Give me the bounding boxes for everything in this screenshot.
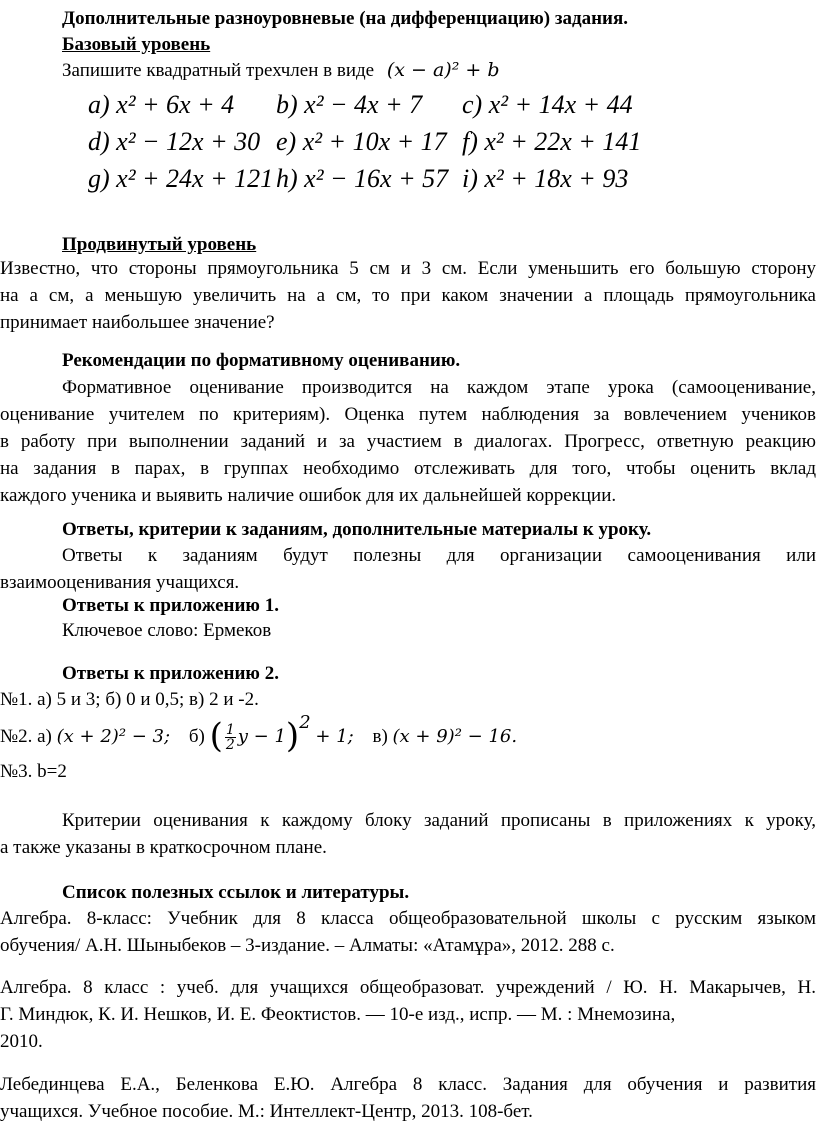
answers-paragraph <box>0 542 816 596</box>
basic-task-formula: (x − a)² + b <box>386 59 500 81</box>
paragraph-line: Известно, что стороны прямоугольника 5 см и 3 см. Если уменьшить его большую сторону <box>0 258 816 279</box>
paragraph-line: в работу при выполнении заданий и за участием в диалогах. Прогресс, ответную реакцию <box>0 431 816 452</box>
trinomial-item: b) x² − 4x + 7 <box>276 90 423 119</box>
trinomial-item: g) x² + 24x + 121 <box>88 164 274 193</box>
paragraph-line: Лебединцева Е.А., Беленкова Е.Ю. Алгебра 8 класс. Задания для обучения и развития <box>0 1074 816 1095</box>
trinomial-item: f) x² + 22x + 141 <box>462 127 642 156</box>
paragraph-line: Алгебра. 8 класс : учеб. для учащихся общеобразоват. учреждений / Ю. Н. Макарычев, Н. <box>0 977 816 998</box>
basic-level-heading: Базовый уровень <box>62 34 211 55</box>
paragraph-line: 2010. <box>0 1031 43 1052</box>
answer-n2-b-label: б) <box>188 726 205 747</box>
advanced-task-paragraph <box>0 255 816 336</box>
paragraph-line: каждого ученика и выявить наличие ошибок для их дальнейшей коррекции. <box>0 485 617 506</box>
paragraph-line: взаимооценивания учащихся. <box>0 572 240 593</box>
trinomial-item: i) x² + 18x + 93 <box>462 164 629 193</box>
trinomial-item: c) x² + 14x + 44 <box>462 90 633 119</box>
basic-task-label: Запишите квадратный трехчлен в виде <box>62 60 375 81</box>
answers-heading: Ответы, критерии к заданиям, дополнительные материалы к уроку. <box>62 519 652 540</box>
answer-n3: №3. b=2 <box>0 761 67 782</box>
appendix1-text: Ключевое слово: Ермеков <box>62 620 272 641</box>
basic-task-text <box>62 57 500 84</box>
answer-n2-prefix: №2. а) <box>0 726 52 747</box>
references-heading: Список полезных ссылок и литературы. <box>62 882 410 903</box>
paragraph-line: Г. Миндюк, К. И. Нешков, И. Е. Феоктистов. — 10-е изд., испр. — М. : Мнемозина, <box>0 1004 676 1025</box>
answer-n2-b-inner: y − 1 <box>237 726 286 747</box>
exponent: 2 <box>299 712 311 733</box>
paragraph-line: на a см, а меньшую увеличить на a см, то при каком значении a площадь прямоугольника <box>0 285 816 306</box>
answer-n2 <box>0 714 517 758</box>
trinomial-item: d) x² − 12x + 30 <box>88 127 261 156</box>
page-title: Дополнительные разноуровневые (на дифференциацию) задания. <box>62 8 629 29</box>
recommendations-paragraph <box>0 374 816 509</box>
paragraph-line: Формативное оценивание производится на каждом этапе урока (самооценивание, <box>62 377 816 398</box>
trinomial-item: e) x² + 10x + 17 <box>276 127 447 156</box>
answer-n1: №1. а) 5 и 3; б) 0 и 0,5; в) 2 и -2. <box>0 689 259 710</box>
open-paren: ( <box>209 716 223 756</box>
appendix2-heading: Ответы к приложению 2. <box>62 663 279 684</box>
reference-item <box>0 974 816 1055</box>
trinomial-item: a) x² + 6x + 4 <box>88 90 235 119</box>
paragraph-line: а также указаны в краткосрочном плане. <box>0 837 327 858</box>
reference-item <box>0 1071 816 1125</box>
appendix1-heading: Ответы к приложению 1. <box>62 595 279 616</box>
paragraph-line: оценивание учителем по критериям). Оценка путем наблюдения за вовлечением учеников <box>0 404 816 425</box>
recommendations-heading: Рекомендации по формативному оцениванию. <box>62 350 461 371</box>
advanced-level-heading: Продвинутый уровень <box>62 234 257 255</box>
paragraph-line: Критерии оценивания к каждому блоку заданий прописаны в приложениях к уроку, <box>62 810 816 831</box>
close-paren: ) <box>285 716 300 756</box>
answer-n2-a: (x + 2)² − 3; <box>56 726 171 747</box>
paragraph-line: обучения/ А.Н. Шыныбеков – 3-издание. – Алматы: «Атамұра», 2012. 288 с. <box>0 935 615 956</box>
reference-item <box>0 905 816 959</box>
paragraph-line: учащихся. Учебное пособие. М.: Интеллект-Центр, 2013. 108-бет. <box>0 1101 533 1122</box>
trinomial-item: h) x² − 16x + 57 <box>276 164 449 193</box>
paragraph-line: принимает наибольшее значение? <box>0 312 275 333</box>
answer-n2-c: (x + 9)² − 16. <box>392 726 518 747</box>
answer-n2-c-label: в) <box>372 726 388 747</box>
paragraph-line: на задания в парах, в группах необходимо отслеживать для того, чтобы оценить вклад <box>0 458 816 479</box>
paragraph-line: Алгебра. 8-класс: Учебник для 8 класса общеобразовательной школы с русским языком <box>0 908 816 929</box>
answer-n2-b-tail: + 1; <box>315 726 354 747</box>
criteria-paragraph <box>0 807 816 861</box>
fraction: $\frac{1}{2}$ <box>225 722 235 754</box>
paragraph-line: Ответы к заданиям будут полезны для организации самооценивания или <box>62 545 816 566</box>
